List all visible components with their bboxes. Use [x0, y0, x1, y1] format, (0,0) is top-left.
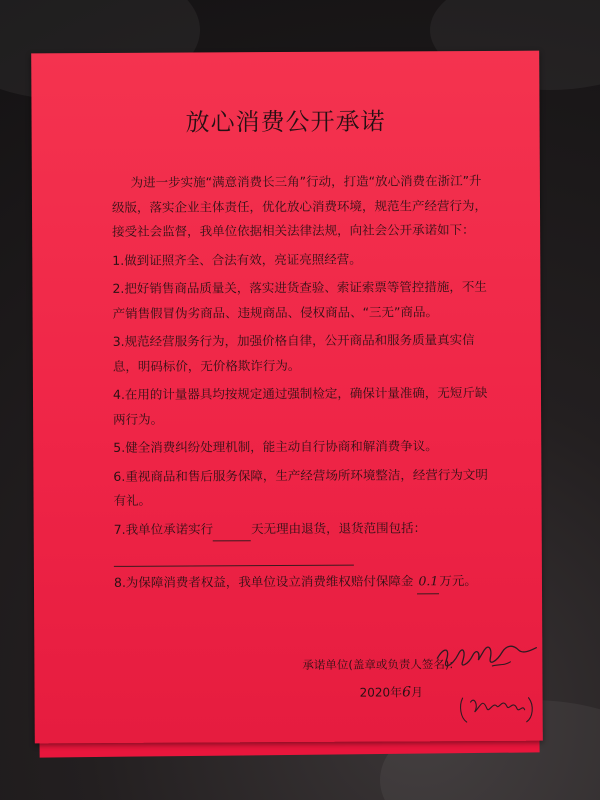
- signature-label: 承诺单位(盖章或负责人签名):: [302, 657, 454, 672]
- commitment-item-4: 4.在用的计量器具均按规定通过强制检定，确保计量准确，无短斤缺两行为。: [112, 384, 488, 427]
- commitment-item-2: 2.把好销售商品质量关，落实进货查验、索证索票等管控措施，不生产销售假冒伪劣商品、违规商品、侵权商品、“三无”商品。: [112, 278, 487, 321]
- commitment-item-5: 5.健全消费纠纷处理机制，能主动自行协商和解消费争议。: [113, 438, 438, 455]
- date-month-suffix: 月: [410, 685, 424, 700]
- document-title: 放心消费公开承诺: [185, 107, 386, 137]
- item-7-text-start: 7.我单位承诺实行: [113, 520, 214, 537]
- handwritten-signature: [432, 636, 542, 727]
- commitment-date: [360, 683, 424, 700]
- commitment-item-6: 6.重视商品和售后服务保障，生产经营场所环境整洁，经营行为文明有礼。: [113, 466, 488, 508]
- commitment-document: [31, 51, 543, 744]
- commitment-item-1: 1.做到证照齐全、合法有效，亮证亮照经营。: [112, 251, 362, 268]
- intro-paragraph: 为进一步实施“满意消费长三角”行动，打造“放心消费在浙江”升级版，落实企业主体责任，优化放心消费环境，规范生产经营行为，接受社会监督，我单位依据相关法律法规，向社会公开承诺如下：: [111, 172, 488, 239]
- document-body: [112, 169, 492, 596]
- item-8-text-start: 8.为保障消费者权益，我单位设立消费维权赔付保障金: [113, 572, 414, 590]
- return-scope-blank: [114, 546, 354, 566]
- commitment-item-7: [114, 515, 492, 566]
- date-month: 6: [402, 684, 412, 701]
- item-7-text-end: 天无理由退货，退货范围包括：: [251, 519, 427, 536]
- signature-scribble-icon: [432, 636, 542, 727]
- commitment-item-8: [114, 568, 492, 595]
- date-year: 2020年: [359, 685, 403, 700]
- commitment-item-3: 3.规范经营服务行为，加强价格自律，公开商品和服务质量真实信息，明码标价，无价格欺诈行为。: [112, 332, 475, 374]
- guarantee-amount: 0.1: [417, 569, 439, 595]
- return-days-blank: [213, 540, 251, 541]
- item-8-text-end: 万元。: [439, 572, 477, 588]
